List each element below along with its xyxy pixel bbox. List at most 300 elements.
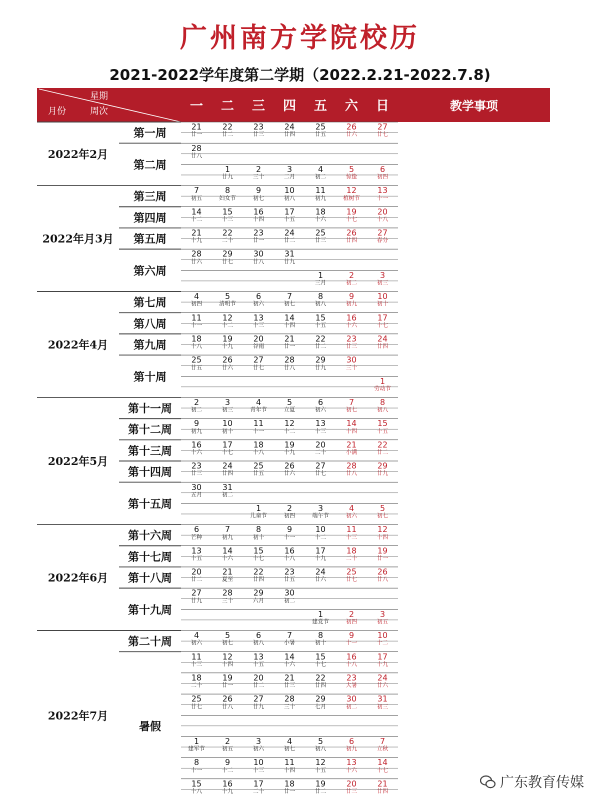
lunar-date: 初十 — [252, 534, 265, 541]
day-number: 12 — [222, 652, 233, 662]
day-number: 10 — [253, 758, 264, 768]
day-number: 24 — [284, 122, 295, 132]
week-label: 第十周 — [133, 370, 167, 384]
lunar-date: 廿六 — [190, 259, 203, 266]
lunar-date: 十三 — [252, 767, 265, 774]
day-number: 1 — [224, 164, 231, 174]
lunar-date: 廿九 — [221, 174, 234, 181]
lunar-date: 初二 — [345, 280, 358, 287]
wechat-icon — [480, 774, 496, 790]
lunar-date: 十五 — [283, 216, 296, 223]
week-label: 第七周 — [133, 296, 167, 310]
lunar-date: 十四 — [376, 534, 389, 541]
lunar-date: 廿二 — [190, 577, 203, 584]
day-number: 10 — [377, 292, 388, 302]
lunar-date: 初八 — [283, 195, 296, 202]
lunar-date: 初十 — [221, 428, 234, 435]
day-number: 8 — [317, 631, 324, 641]
lunar-date: 十八 — [190, 344, 203, 351]
lunar-date: 十一 — [376, 195, 389, 202]
lunar-date: 初十 — [376, 301, 389, 308]
day-number: 8 — [379, 398, 386, 408]
day-number: 22 — [222, 228, 233, 238]
lunar-date: 廿三 — [190, 471, 203, 478]
lunar-date: 廿二 — [283, 238, 296, 245]
lunar-date: 十四 — [283, 322, 296, 329]
lunar-date: 廿七 — [221, 259, 234, 266]
day-number: 12 — [284, 419, 295, 429]
lunar-date: 初二 — [345, 704, 358, 711]
day-number: 25 — [315, 228, 326, 238]
lunar-date: 初八 — [314, 301, 327, 308]
lunar-date: 三月 — [314, 280, 327, 287]
day-number: 21 — [346, 440, 357, 450]
day-number: 27 — [377, 228, 388, 238]
day-number: 18 — [191, 673, 202, 683]
week-label: 第八周 — [133, 317, 167, 331]
lunar-date: 廿四 — [376, 789, 389, 796]
lunar-date: 十四 — [252, 216, 265, 223]
day-number: 24 — [377, 673, 388, 683]
lunar-date: 初七 — [221, 640, 234, 647]
day-number: 30 — [346, 694, 357, 704]
week-label: 第一周 — [133, 126, 167, 140]
day-number: 2 — [224, 737, 231, 747]
week-label: 第十三周 — [128, 444, 172, 458]
day-number: 3 — [286, 164, 293, 174]
day-number: 5 — [317, 737, 324, 747]
lunar-date: 廿一 — [252, 238, 265, 245]
day-number: 27 — [253, 694, 264, 704]
day-number: 30 — [346, 355, 357, 365]
day-number: 19 — [222, 334, 233, 344]
month-label: 2022年5月 — [47, 455, 109, 468]
lunar-date: 初六 — [252, 301, 265, 308]
day-number: 5 — [379, 503, 386, 513]
watermark — [474, 770, 590, 794]
day-number: 19 — [284, 440, 295, 450]
weekday-header: 四 — [282, 99, 297, 114]
day-number: 27 — [191, 588, 202, 598]
week-label: 第十八周 — [128, 571, 172, 585]
day-number: 20 — [315, 440, 326, 450]
week-label: 第十一周 — [128, 402, 172, 416]
lunar-date: 廿九 — [283, 259, 296, 266]
lunar-date: 廿二 — [376, 450, 389, 457]
lunar-date: 小暑 — [283, 640, 296, 647]
lunar-date: 初二 — [283, 598, 296, 605]
day-number: 20 — [253, 673, 264, 683]
day-number: 16 — [346, 652, 357, 662]
lunar-date: 春分 — [376, 238, 389, 245]
day-number: 17 — [284, 207, 295, 217]
day-number: 18 — [253, 440, 264, 450]
day-number: 25 — [346, 567, 357, 577]
lunar-date: 廿九 — [376, 471, 389, 478]
lunar-date: 十二 — [221, 322, 234, 329]
lunar-date: 十一 — [345, 640, 358, 647]
lunar-date: 初九 — [190, 428, 203, 435]
day-number: 4 — [193, 631, 200, 641]
day-number: 6 — [255, 631, 262, 641]
day-number: 6 — [255, 292, 262, 302]
day-number: 29 — [253, 588, 264, 598]
day-number: 4 — [255, 398, 262, 408]
header-corner-left: 月份 — [47, 107, 67, 117]
lunar-date: 廿五 — [252, 471, 265, 478]
week-label: 第二十周 — [128, 635, 172, 649]
lunar-date: 廿九 — [314, 365, 327, 372]
day-number: 30 — [253, 249, 264, 259]
day-number: 14 — [191, 207, 202, 217]
lunar-date: 廿七 — [314, 471, 327, 478]
day-number: 10 — [315, 525, 326, 535]
day-number: 11 — [191, 652, 202, 662]
lunar-date: 立夏 — [283, 407, 296, 414]
month-label: 2022年4月 — [47, 338, 109, 352]
notes-header: 教学事项 — [449, 99, 499, 113]
day-number: 28 — [191, 143, 202, 153]
day-number: 8 — [193, 758, 200, 768]
day-number: 12 — [315, 758, 326, 768]
day-number: 22 — [253, 567, 264, 577]
lunar-date: 十五 — [252, 661, 265, 668]
day-number: 19 — [377, 546, 388, 556]
lunar-date: 廿六 — [376, 683, 389, 690]
day-number: 31 — [222, 482, 233, 492]
day-number: 17 — [377, 652, 388, 662]
lunar-date: 初七 — [283, 746, 296, 753]
day-number: 26 — [346, 228, 357, 238]
day-number: 9 — [348, 292, 355, 302]
day-number: 15 — [315, 313, 326, 323]
lunar-date: 廿四 — [376, 344, 389, 351]
lunar-date: 十三 — [252, 322, 265, 329]
lunar-date: 廿八 — [252, 259, 265, 266]
week-label: 第六周 — [133, 264, 167, 278]
day-number: 3 — [379, 270, 386, 280]
lunar-date: 十八 — [252, 450, 265, 457]
lunar-date: 初三 — [376, 704, 389, 711]
day-number: 9 — [224, 758, 231, 768]
day-number: 20 — [346, 779, 357, 789]
lunar-date: 廿四 — [283, 132, 296, 139]
lunar-date: 三十 — [345, 365, 358, 372]
day-number: 14 — [222, 546, 233, 556]
lunar-date: 廿一 — [190, 132, 203, 139]
day-number: 23 — [253, 228, 264, 238]
day-number: 6 — [317, 398, 324, 408]
lunar-date: 夏至 — [221, 577, 234, 584]
day-number: 28 — [191, 249, 202, 259]
day-number: 9 — [286, 525, 293, 535]
lunar-date: 廿四 — [252, 577, 265, 584]
lunar-date: 十一 — [190, 322, 203, 329]
lunar-date: 初四 — [376, 174, 389, 181]
lunar-date: 植树节 — [343, 195, 360, 202]
day-number: 2 — [255, 164, 262, 174]
lunar-date: 十二 — [190, 216, 203, 223]
lunar-date: 廿八 — [283, 365, 296, 372]
day-number: 13 — [253, 313, 264, 323]
day-number: 11 — [346, 525, 357, 535]
lunar-date: 妇女节 — [219, 195, 236, 202]
day-number: 22 — [315, 673, 326, 683]
week-label: 第四周 — [133, 211, 167, 225]
lunar-date: 初四 — [283, 513, 296, 520]
lunar-date: 廿五 — [190, 365, 203, 372]
day-number: 23 — [346, 334, 357, 344]
lunar-date: 廿七 — [190, 704, 203, 711]
day-number: 1 — [193, 737, 200, 747]
day-number: 26 — [377, 567, 388, 577]
day-number: 28 — [222, 588, 233, 598]
day-number: 25 — [191, 694, 202, 704]
day-number: 4 — [348, 503, 355, 513]
lunar-date: 二十 — [314, 450, 327, 457]
lunar-date: 初五 — [221, 746, 234, 753]
lunar-date: 清明节 — [219, 301, 236, 308]
day-number: 29 — [377, 461, 388, 471]
lunar-date: 十九 — [314, 555, 327, 562]
day-number: 15 — [222, 207, 233, 217]
day-number: 23 — [346, 673, 357, 683]
day-number: 7 — [193, 186, 200, 196]
lunar-date: 初十 — [314, 640, 327, 647]
lunar-date: 初八 — [376, 407, 389, 414]
month-label: 2022年月3月 — [42, 232, 114, 246]
day-number: 16 — [253, 207, 264, 217]
lunar-date: 廿一 — [283, 344, 296, 351]
lunar-date: 十八 — [345, 661, 358, 668]
day-number: 20 — [377, 207, 388, 217]
day-number: 20 — [191, 567, 202, 577]
day-number: 21 — [284, 334, 295, 344]
lunar-date: 十二 — [283, 428, 296, 435]
lunar-date: 廿六 — [314, 577, 327, 584]
day-number: 18 — [284, 779, 295, 789]
lunar-date: 廿七 — [376, 132, 389, 139]
lunar-date: 廿五 — [314, 132, 327, 139]
day-number: 24 — [284, 228, 295, 238]
day-number: 17 — [222, 440, 233, 450]
day-number: 15 — [253, 546, 264, 556]
day-number: 16 — [346, 313, 357, 323]
lunar-date: 十九 — [221, 344, 234, 351]
day-number: 9 — [193, 419, 200, 429]
lunar-date: 初三 — [376, 280, 389, 287]
day-number: 11 — [253, 419, 264, 429]
day-number: 26 — [284, 461, 295, 471]
lunar-date: 二十 — [221, 238, 234, 245]
lunar-date: 廿八 — [345, 471, 358, 478]
lunar-date: 芒种 — [190, 534, 203, 541]
weekday-header: 三 — [251, 99, 266, 114]
week-label: 第三周 — [133, 190, 167, 204]
lunar-date: 十一 — [283, 534, 296, 541]
lunar-date: 廿三 — [314, 238, 327, 245]
lunar-date: 十一 — [190, 767, 203, 774]
day-number: 31 — [377, 694, 388, 704]
lunar-date: 廿七 — [252, 365, 265, 372]
lunar-date: 初七 — [252, 195, 265, 202]
lunar-date: 十七 — [221, 450, 234, 457]
lunar-date: 小满 — [345, 450, 358, 457]
day-number: 8 — [255, 525, 262, 535]
day-number: 1 — [255, 503, 262, 513]
lunar-date: 廿二 — [314, 789, 327, 796]
lunar-date: 廿六 — [221, 365, 234, 372]
lunar-date: 初四 — [345, 619, 358, 626]
day-number: 9 — [255, 186, 262, 196]
lunar-date: 十六 — [345, 767, 358, 774]
lunar-date: 初九 — [221, 534, 234, 541]
lunar-date: 三十 — [283, 704, 296, 711]
day-number: 13 — [377, 186, 388, 196]
day-number: 6 — [379, 164, 386, 174]
day-number: 5 — [286, 398, 293, 408]
day-number: 25 — [253, 461, 264, 471]
lunar-date: 二十 — [345, 555, 358, 562]
day-number: 10 — [222, 419, 233, 429]
day-number: 21 — [191, 228, 202, 238]
day-number: 7 — [379, 737, 386, 747]
day-number: 13 — [191, 546, 202, 556]
lunar-date: 二月 — [283, 174, 296, 181]
lunar-date: 廿三 — [283, 683, 296, 690]
lunar-date: 初二 — [190, 407, 203, 414]
day-number: 21 — [191, 122, 202, 132]
lunar-date: 初七 — [345, 407, 358, 414]
day-number: 13 — [253, 652, 264, 662]
lunar-date: 五月 — [190, 492, 203, 499]
lunar-date: 十七 — [345, 216, 358, 223]
lunar-date: 初八 — [252, 640, 265, 647]
lunar-date: 廿三 — [345, 789, 358, 796]
day-number: 14 — [377, 758, 388, 768]
day-number: 11 — [191, 313, 202, 323]
calendar-table — [37, 86, 550, 800]
lunar-date: 十五 — [376, 428, 389, 435]
day-number: 9 — [348, 631, 355, 641]
week-label: 第二周 — [133, 158, 167, 172]
lunar-date: 廿三 — [345, 344, 358, 351]
day-number: 26 — [222, 355, 233, 365]
lunar-date: 十六 — [345, 322, 358, 329]
week-label: 第十二周 — [128, 423, 172, 437]
day-number: 29 — [315, 355, 326, 365]
lunar-date: 初二 — [221, 492, 234, 499]
lunar-date: 十三 — [190, 661, 203, 668]
lunar-date: 建党节 — [312, 619, 329, 626]
day-number: 11 — [315, 186, 326, 196]
lunar-date: 初五 — [190, 195, 203, 202]
day-number: 26 — [346, 122, 357, 132]
month-label: 2022年2月 — [47, 147, 109, 161]
day-number: 1 — [317, 609, 324, 619]
lunar-date: 十九 — [221, 789, 234, 796]
day-number: 12 — [346, 186, 357, 196]
day-number: 16 — [284, 546, 295, 556]
lunar-date: 十四 — [221, 661, 234, 668]
lunar-date: 端午节 — [312, 513, 329, 520]
day-number: 27 — [377, 122, 388, 132]
week-label: 第五周 — [133, 232, 167, 246]
lunar-date: 七月 — [314, 704, 327, 711]
day-number: 30 — [284, 588, 295, 598]
lunar-date: 十一 — [252, 428, 265, 435]
lunar-date: 十六 — [221, 555, 234, 562]
lunar-date: 初二 — [314, 174, 327, 181]
week-label: 第九周 — [133, 338, 167, 352]
lunar-date: 初六 — [345, 513, 358, 520]
day-number: 31 — [284, 249, 295, 259]
lunar-date: 廿七 — [345, 577, 358, 584]
day-number: 5 — [348, 164, 355, 174]
watermark-text: 广东教育传媒 — [500, 775, 584, 791]
day-number: 3 — [379, 609, 386, 619]
day-number: 28 — [284, 694, 295, 704]
day-number: 13 — [315, 419, 326, 429]
lunar-date: 十七 — [314, 661, 327, 668]
lunar-date: 立秋 — [376, 746, 389, 753]
lunar-date: 廿一 — [283, 789, 296, 796]
lunar-date: 十六 — [283, 661, 296, 668]
lunar-date: 十三 — [314, 428, 327, 435]
lunar-date: 初六 — [314, 407, 327, 414]
day-number: 7 — [348, 398, 355, 408]
week-label: 第十九周 — [128, 603, 172, 617]
lunar-date: 初八 — [314, 746, 327, 753]
lunar-date: 廿八 — [190, 153, 203, 160]
day-number: 2 — [286, 503, 293, 513]
day-number: 2 — [348, 609, 355, 619]
lunar-date: 廿一 — [376, 555, 389, 562]
lunar-date: 十五 — [190, 555, 203, 562]
lunar-date: 十九 — [376, 661, 389, 668]
lunar-date: 二十 — [190, 683, 203, 690]
day-number: 18 — [191, 334, 202, 344]
lunar-date: 十九 — [283, 450, 296, 457]
day-number: 7 — [224, 525, 231, 535]
lunar-date: 建军节 — [188, 746, 205, 753]
day-number: 26 — [222, 694, 233, 704]
day-number: 5 — [224, 292, 231, 302]
day-number: 23 — [191, 461, 202, 471]
lunar-date: 廿二 — [314, 344, 327, 351]
weekday-header: 日 — [375, 99, 390, 114]
lunar-date: 廿六 — [345, 132, 358, 139]
lunar-date: 十五 — [314, 767, 327, 774]
day-number: 1 — [317, 270, 324, 280]
day-number: 2 — [348, 270, 355, 280]
lunar-date: 十三 — [221, 216, 234, 223]
day-number: 23 — [284, 567, 295, 577]
day-number: 2 — [193, 398, 200, 408]
lunar-date: 廿二 — [221, 132, 234, 139]
lunar-date: 廿八 — [376, 577, 389, 584]
day-number: 22 — [315, 334, 326, 344]
calendar-title: 广州南方学院校历 — [180, 23, 420, 54]
day-number: 30 — [191, 482, 202, 492]
day-number: 21 — [222, 567, 233, 577]
day-number: 24 — [377, 334, 388, 344]
day-number: 21 — [284, 673, 295, 683]
day-number: 22 — [222, 122, 233, 132]
day-number: 28 — [346, 461, 357, 471]
week-label: 暑假 — [139, 719, 161, 733]
lunar-date: 初四 — [190, 301, 203, 308]
